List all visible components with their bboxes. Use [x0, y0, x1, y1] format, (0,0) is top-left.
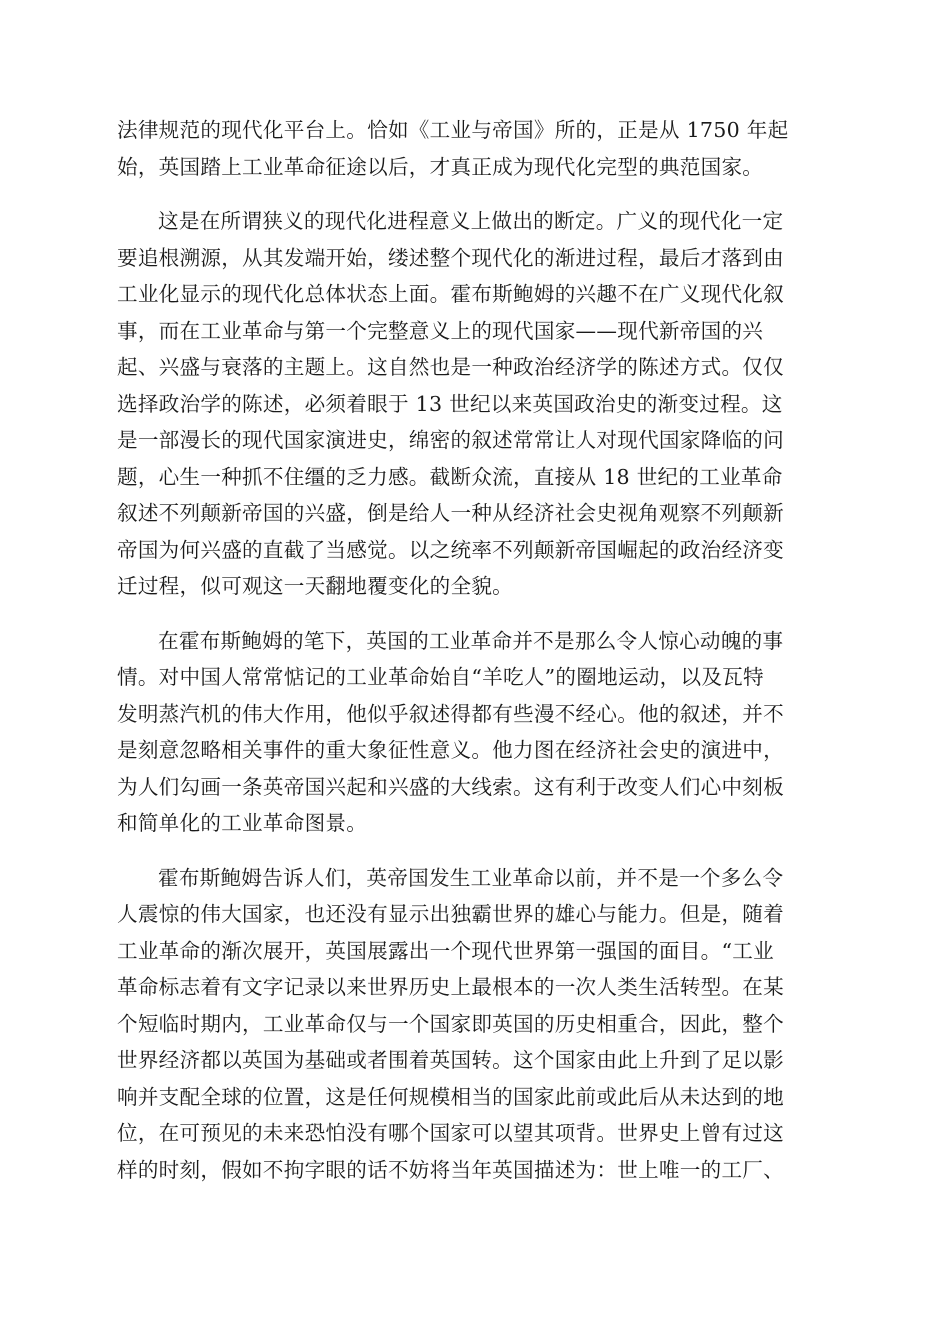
text-line: 是一部漫长的现代国家演进史，绵密的叙述常常让人对现代国家降临的问 — [117, 428, 784, 452]
text-line: 是刻意忽略相关事件的重大象征性意义。他力图在经济社会史的演进中， — [117, 738, 784, 762]
text-line: 选择政治学的陈述，必须着眼于 13 世纪以来英国政治史的渐变过程。这 — [117, 391, 783, 416]
text-line: 帝国为何兴盛的直截了当感觉。以之统率不列颠新帝国崛起的政治经济变 — [117, 537, 784, 562]
text-line: 叙述不列颠新帝国的兴盛，倒是给人一种从经济社会史视角观察不列颠新 — [117, 501, 784, 525]
text-line: 始，英国踏上工业革命征途以后，才真正成为现代化完型的典范国家。 — [117, 154, 764, 179]
text-line: 为人们勾画一条英帝国兴起和兴盛的大线索。这有利于改变人们心中刻板 — [117, 774, 784, 799]
text-line: 这是在所谓狭义的现代化进程意义上做出的断定。广义的现代化一定 — [158, 209, 784, 233]
text-line: 位，在可预见的未来恐怕没有哪个国家可以望其项背。世界史上曾有过这 — [117, 1121, 784, 1145]
text-line: 发明蒸汽机的伟大作用，他似乎叙述得都有些漫不经心。他的叙述，并不 — [117, 701, 784, 726]
text-line: 个短临时期内，工业革命仅与一个国家即英国的历史相重合，因此，整个 — [117, 1011, 784, 1036]
text-line: 人震惊的伟大国家，也还没有显示出独霸世界的雄心与能力。但是，随着 — [117, 902, 784, 926]
text-line: 世界经济都以英国为基础或者围着英国转。这个国家由此上升到了足以影 — [117, 1048, 784, 1072]
body-text — [117, 112, 837, 1188]
text-line: 工业化显示的现代化总体状态上面。霍布斯鲍姆的兴趣不在广义现代化叙 — [117, 282, 784, 306]
paragraph-3 — [117, 623, 837, 842]
text-line: 起、兴盛与衰落的主题上。这自然也是一种政治经济学的陈述方式。仅仅 — [117, 355, 784, 379]
text-line: 革命标志着有文字记录以来世界历史上最根本的一次人类生活转型。在某 — [117, 975, 784, 999]
text-line: 题，心生一种抓不住缰的乏力感。截断众流，直接从 18 世纪的工业革命 — [117, 464, 783, 489]
text-line: 工业革命的渐次展开，英国展露出一个现代世界第一强国的面目。“工业 — [117, 938, 774, 963]
paragraph-2 — [117, 203, 837, 605]
text-line: 要追根溯源，从其发端开始，缕述整个现代化的渐进过程，最后才落到由 — [117, 245, 784, 270]
text-line: 霍布斯鲍姆告诉人们，英帝国发生工业革命以前，并不是一个多么令 — [158, 865, 784, 890]
text-line: 和简单化的工业革命图景。 — [117, 811, 368, 835]
text-line: 响并支配全球的位置，这是任何规模相当的国家此前或此后从未达到的地 — [117, 1084, 784, 1109]
text-line: 情。对中国人常常惦记的工业革命始自“羊吃人”的圈地运动，以及瓦特 — [117, 665, 764, 689]
paragraph-1 — [117, 112, 837, 185]
text-line: 事，而在工业革命与第一个完整意义上的现代国家——现代新帝国的兴 — [117, 318, 764, 343]
paragraph-4 — [117, 860, 837, 1189]
text-line: 在霍布斯鲍姆的笔下，英国的工业革命并不是那么令人惊心动魄的事 — [158, 628, 784, 653]
text-line: 迁过程，似可观这一天翻地覆变化的全貌。 — [117, 574, 514, 598]
text-line: 样的时刻，假如不拘字眼的话不妨将当年英国描述为：世上唯一的工厂、 — [117, 1157, 784, 1182]
text-line: 法律规范的现代化平台上。恰如《工业与帝国》所的，正是从 1750 年起 — [117, 118, 789, 142]
